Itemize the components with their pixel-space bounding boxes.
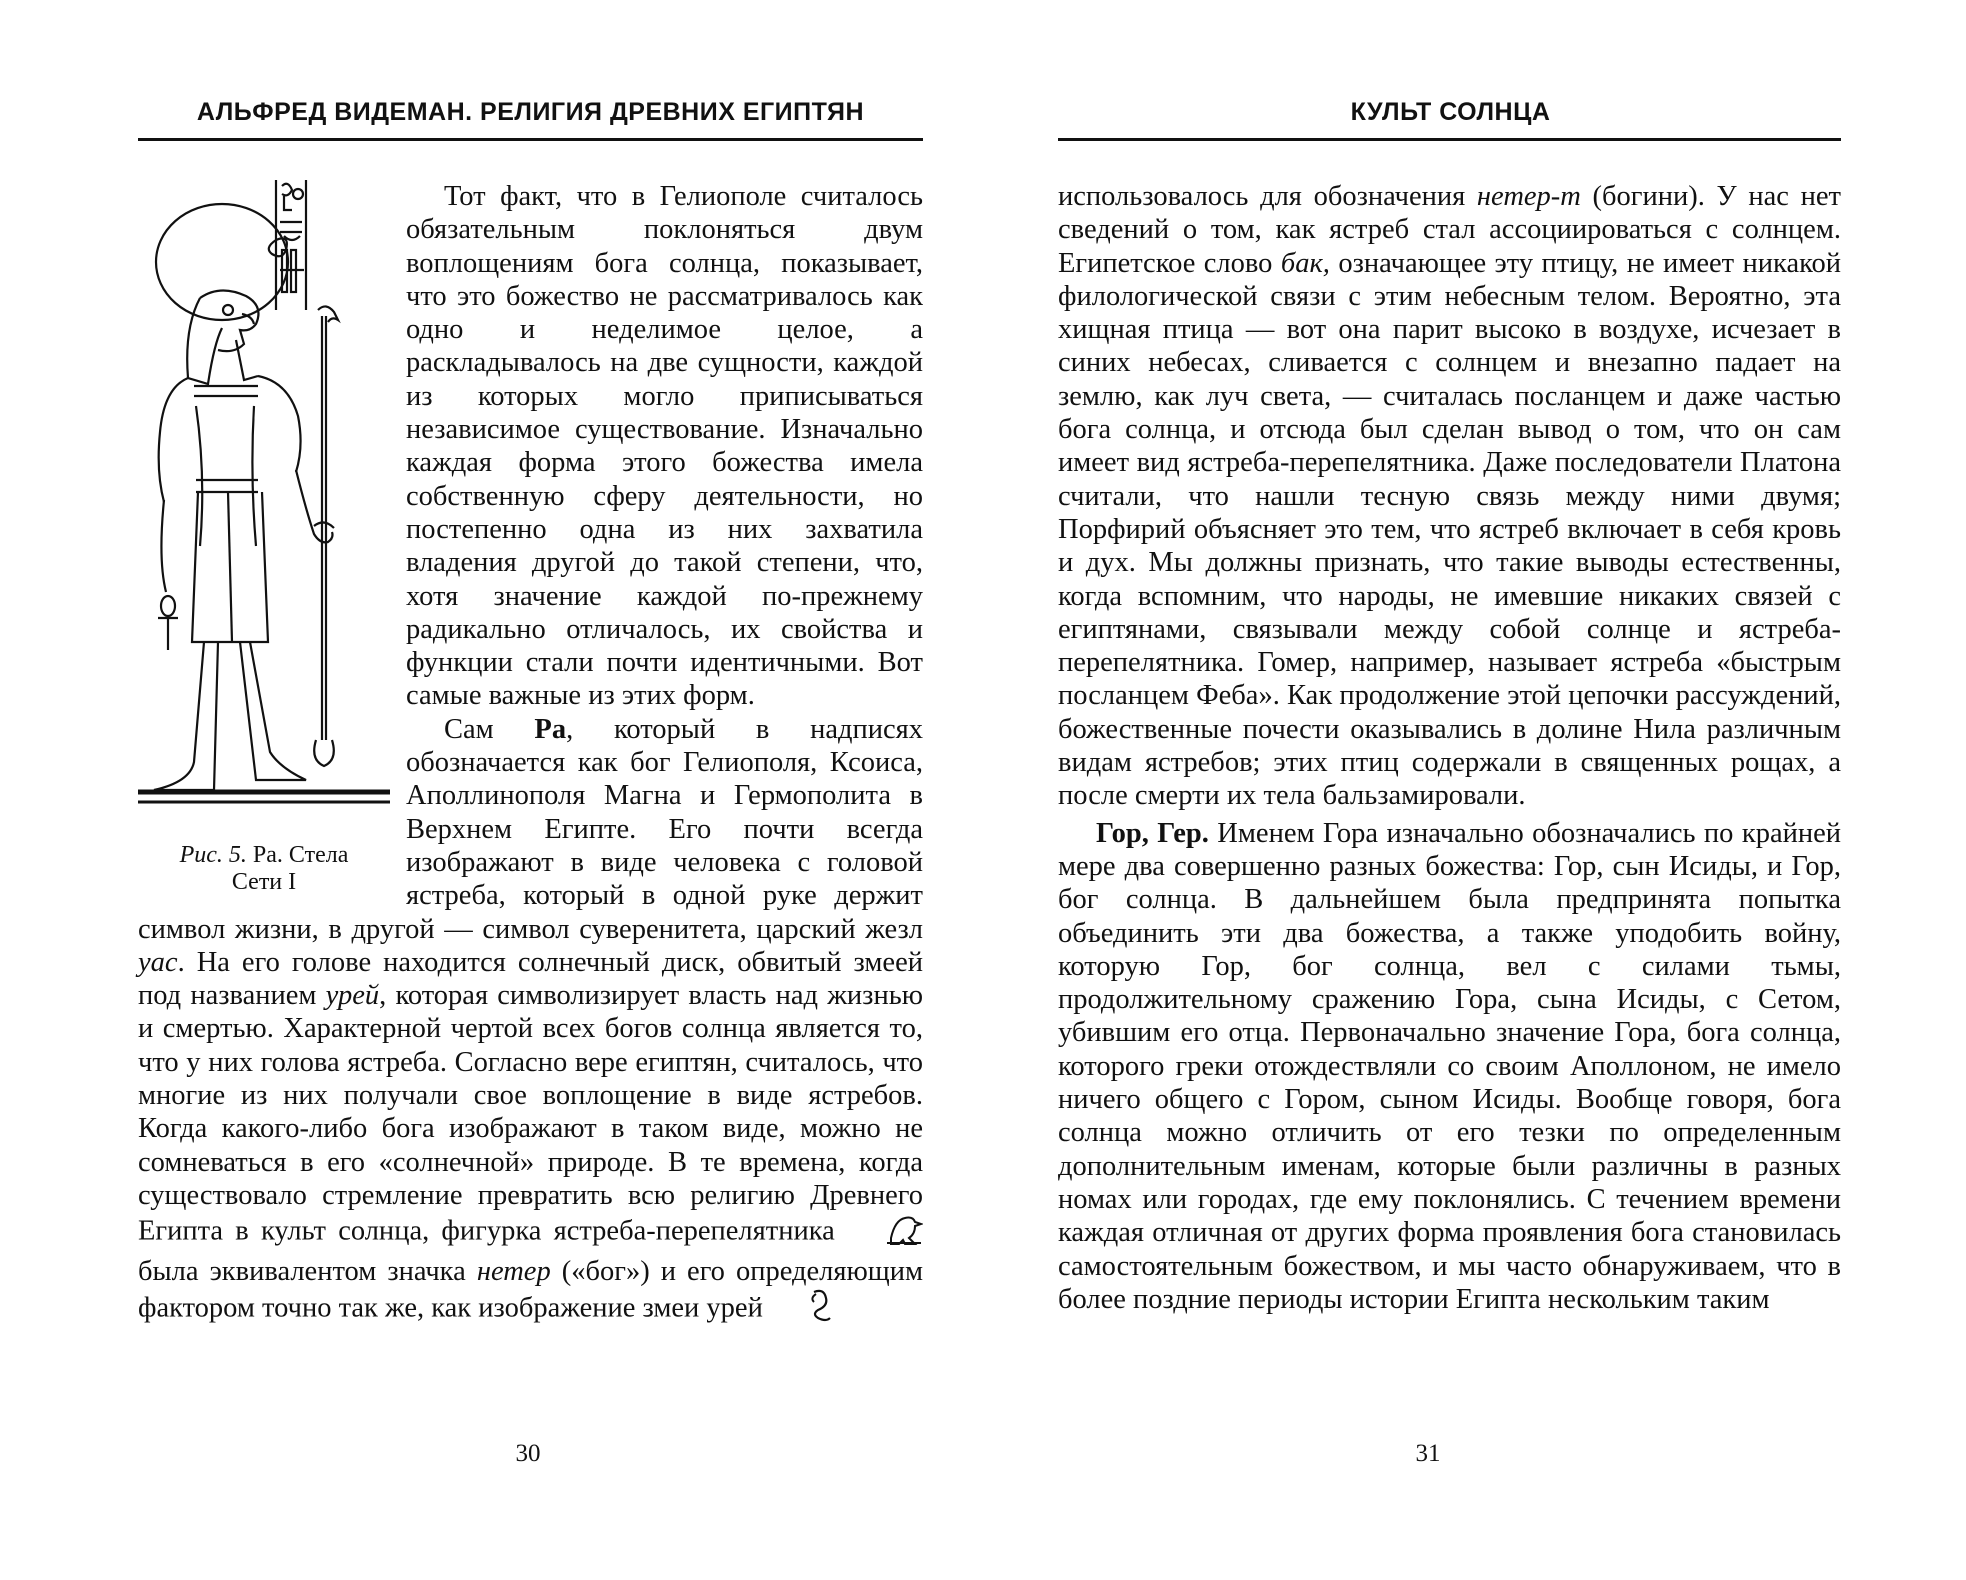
text-run: была эквивалентом значка xyxy=(138,1255,477,1287)
figure-caption-label: Рис. 5. xyxy=(179,842,247,868)
page-number-right: 31 xyxy=(1415,1440,1441,1467)
uraeus-hieroglyph-icon xyxy=(770,1288,832,1332)
right-page xyxy=(983,0,1966,1580)
left-body-text xyxy=(138,180,923,1332)
text-run: Именем Гора изначально обозначались по крайней мере два совершенно разных божества: Гор, сын Исиды, и Гор, бог солнца. В дальнейшем была предпринята попытка объединить эти два божества, а также уподобить войну, которую Гор, бог солнца, вел с силами тьмы, продолжительному сражению Гора, сына Исиды, с Сетом, убившим его отца. Первоначально значение Гора, бога солнца, которого греки отождествляли со своим Аполлоном, не имело ничего общего с Гором, сыном Исиды. Вообще говоря, бога солнца можно отличить от его тезки по определенным дополнительным именам, которые были различны в разных номах или городах, где ему поклонялись. С течением времени каждая отличная от других форма проявления бога становилась самостоятельным божеством, и мы часто обнаруживаем, что в более поздние периоды истории Египта нескольким таким xyxy=(1058,817,1841,1315)
italic-term-neter-t: нетер-т xyxy=(1476,181,1581,212)
right-paragraph-1 xyxy=(1058,180,1841,813)
right-paragraph-2 xyxy=(1058,817,1841,1316)
italic-term-uas: уас xyxy=(138,946,178,978)
text-run: (богини). У нас нет сведений о том, как ястреб стал ассоциироваться с солнцем. Египетское слово xyxy=(1058,181,1841,279)
text-run: означающее эту птицу, не имеет никакой филологической связи с этим небесным телом. Вероятно, эта хищная птица — вот она парит высоко в воздухе, исчезает в синих небесах, сливается с солнцем и внезапно падает на землю, как луч света, — считалась посланцем и даже частью бога солнца, и отсюда был сделан вывод о том, что он сам имеет вид ястреба-перепелятника. Даже последователи Платона считали, что нашли тесную связь между ними двумя; Порфирий объясняет это тем, что ястреб включает в себя кровь и дух. Мы должны признать, что такие выводы естественны, когда вспомним, что народы, не имевшие никаких связей с египтянами, связывали между собой солнце и ястреба-перепелятника. Гомер, например, называет ястреба «быстрым посланцем Феба». Как продолжение этой цепочки рассуждений, божественные почести оказывались в долине Нила различным видам ястребов; этих птиц содержали в священных рощах, а после смерти их тела бальзамировали. xyxy=(1058,247,1841,812)
text-run: , которая символизирует власть над жизнью и смертью. Характерной чертой всех богов солнца является то, что у них голова ястреба. Согласно вере египтян, считалось, что многие из них получали свое воплощение в виде ястребов. Когда какого-либо бога изображают в таком виде, можно не сомневаться в его «солнечной» природе. В те времена, когда существовало стремление превратить всю религию Древнего Египта в культ солнца, фигурка ястреба-перепелятника xyxy=(138,980,923,1247)
deity-name-ra: Ра xyxy=(534,713,567,745)
header-rule-left xyxy=(138,138,923,141)
text-run: использовалось для обозначения xyxy=(1058,181,1477,212)
left-paragraph-1: Тот факт, что в Гелиополе считалось обязательным поклоняться двум воплощениям бога солнца, показывает, что это божество не рассматривалось как одно и неделимое целое, а раскладывалось на две сущности, каждой из которых могло приписываться независимое существование. Изначально каждая форма этого божества имела собственную сферу деятельности, но постепенно одна из них захватила владения другой до такой степени, что, хотя значение каждой по-прежнему радикально отличалось, их свойства и функции стали почти идентичными. Вот самые важные из этих форм. xyxy=(406,181,923,712)
section-heading-gor: Гор, Гер. xyxy=(1096,817,1209,849)
figure-caption-line2: Сети I xyxy=(231,869,297,895)
text-run: . На его голове находится солнечный диск, обвитый змеей под названием xyxy=(138,946,923,1012)
running-head-left: АЛЬФРЕД ВИДЕМАН. РЕЛИГИЯ ДРЕВНИХ ЕГИПТЯН xyxy=(196,98,865,126)
italic-term-urei: урей xyxy=(325,980,380,1012)
ra-figure-illustration xyxy=(138,180,390,840)
text-run: Сам xyxy=(444,713,535,745)
right-body-text xyxy=(1058,180,1841,1316)
hawk-hieroglyph-icon xyxy=(847,1212,923,1254)
text-run: , который в надписях обозначается как бог Гелиополя, Ксоиса, Аполлинополя Магна и Гермополита в Верхнем Египте. Его почти всегда изображают в виде человека с головой ястреба, который в одной руке держит символ жизни, в другой — символ суверенитета, царский жезл xyxy=(138,713,923,945)
italic-term-bak: бак, xyxy=(1280,247,1330,279)
italic-term-neter: нетер xyxy=(476,1255,551,1287)
running-head-right: КУЛЬТ СОЛНЦА xyxy=(1350,98,1551,126)
figure-ra-stela xyxy=(138,180,390,900)
page-number-left: 30 xyxy=(515,1440,541,1467)
text-run: («бог») и его определяющим фактором точно так же, как изображение змеи урей xyxy=(138,1255,923,1324)
header-rule-right xyxy=(1058,138,1841,141)
figure-caption-text: Ра. Стела xyxy=(246,842,349,868)
figure-caption xyxy=(138,842,390,896)
